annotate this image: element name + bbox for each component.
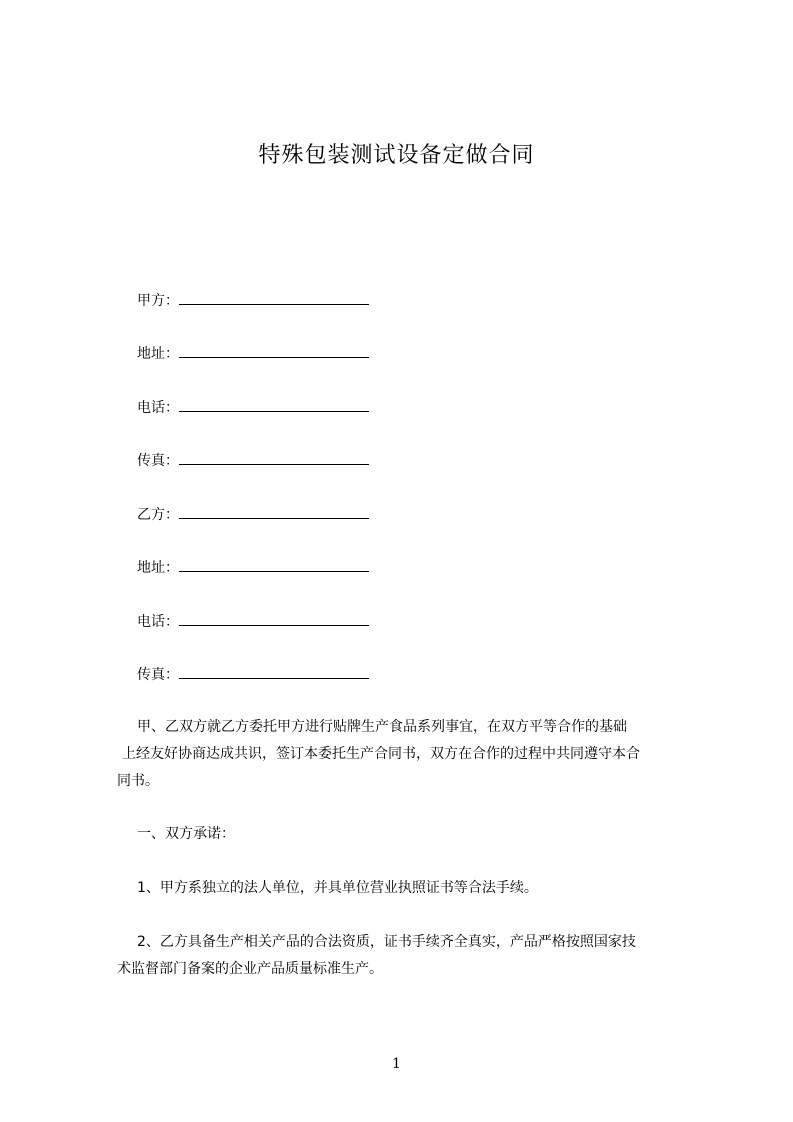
party-a-field	[137, 290, 369, 311]
blank-line	[179, 557, 369, 572]
blank-line	[179, 450, 369, 465]
party-a-fax-field	[137, 450, 369, 471]
party-b-address-field	[137, 557, 369, 578]
blank-line	[179, 343, 369, 358]
section-heading: 一、双方承诺：	[137, 826, 235, 842]
blank-line	[179, 504, 369, 519]
field-label: 电话：	[137, 614, 179, 630]
field-label: 甲方：	[137, 293, 179, 309]
field-label: 传真：	[137, 667, 179, 683]
field-label: 地址：	[137, 346, 179, 362]
field-label: 地址：	[137, 560, 179, 576]
document-title: 特殊包装测试设备定做合同	[258, 143, 535, 168]
clause-2-line-1: 2、乙方具备生产相关产品的合法资质，证书手续齐全真实，产品严格按照国家技	[137, 934, 636, 950]
party-b-fax-field	[137, 664, 369, 685]
intro-line-2: 上经友好协商达成共识，签订本委托生产合同书，双方在合作的过程中共同遵守本合	[122, 746, 640, 762]
clause-2-line-2: 术监督部门备案的企业产品质量标准生产。	[117, 961, 383, 977]
field-label: 乙方：	[137, 507, 179, 523]
blank-line	[179, 611, 369, 626]
intro-line-1: 甲、乙双方就乙方委托甲方进行贴牌生产食品系列事宜，在双方平等合作的基础	[137, 719, 627, 735]
field-label: 电话：	[137, 400, 179, 416]
blank-line	[179, 290, 369, 305]
party-a-phone-field	[137, 397, 369, 418]
party-b-phone-field	[137, 611, 369, 632]
intro-line-3: 同书。	[117, 773, 159, 789]
field-label: 传真：	[137, 453, 179, 469]
blank-line	[179, 664, 369, 679]
party-b-field	[137, 504, 369, 525]
blank-line	[179, 397, 369, 412]
clause-1: 1、甲方系独立的法人单位，并具单位营业执照证书等合法手续。	[137, 880, 538, 896]
party-a-address-field	[137, 343, 369, 364]
page-number: 1	[392, 1056, 401, 1072]
